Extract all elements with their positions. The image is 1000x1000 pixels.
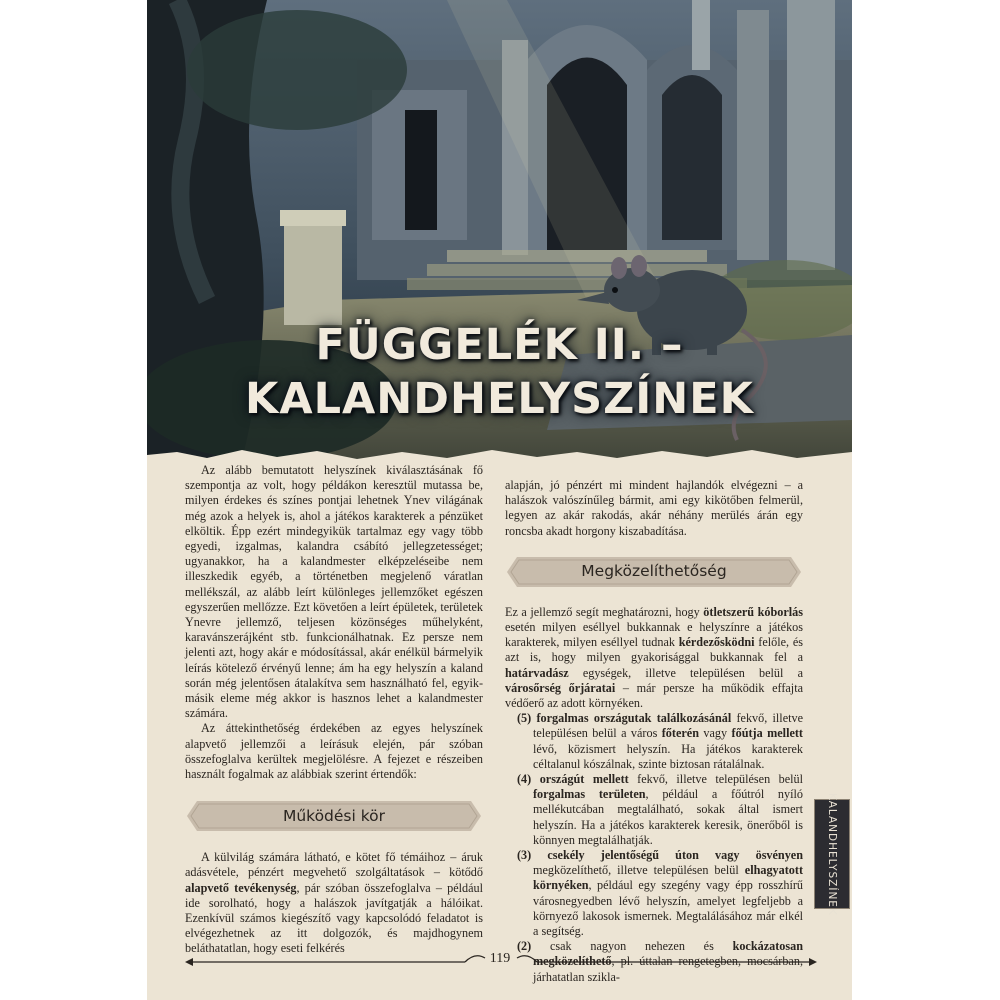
side-tab-label: KALANDHELYSZÍNEK	[826, 792, 838, 916]
section-title: Megközelíthetőség	[581, 562, 727, 581]
chapter-side-tab[interactable]	[814, 792, 850, 916]
section-title: Működési kör	[282, 806, 386, 825]
book-page	[147, 0, 852, 1000]
chapter-title-line1: FÜGGELÉK II. –	[315, 320, 684, 370]
section-banner-mukodesi-kor	[185, 799, 483, 833]
paragraph: Az áttekinthetőség érdekében az egyes helyszínek alapvető jellemzői a leírásuk elején, pár szóban összefoglalva kerültek megjelölésre. A fejezet e részeiben használt fogalmak az alábbiak szerint értendők:	[185, 721, 483, 782]
paragraph: A külvilág számára látható, e kötet fő témáihoz – áruk adásvétele, pénzért megvehető szolgáltatások – kötődő alapvető tevékenység, pár szóban összefoglalva – például ide sorolható, hogy a halászok javítgatják a hálóikat. Ezenkívül számos kiegészítő vagy kapcsolódó feladatot is elvégezhetnek az itt dolgozók, és majdhogynem beláthatatlan, hogy eseti felkérés	[185, 850, 483, 956]
paragraph: Ez a jellemző segít meghatározni, hogy ötletszerű kóborlás esetén milyen eséllyel bukkannak e helyszínre a játékos karakterek, milyen eséllyel tudnak kérdezősködni felőle, és azt is, hogy milyen gyakorisággal bukkannak fel a határvadász egységek, illetve településen belül a városőrség őrjáratai – már persze ha működik effajta védőerő az adott környéken.	[505, 604, 803, 711]
list-item: (5) forgalmas országutak találkozásánál fekvő, illetve településen belül a város főterén vagy főútja mellett lévő, közismert helyszín. Ha játékos karakterek céltalanul kószálnak, szinte biztosan rátalálnak.	[517, 711, 803, 771]
right-column	[505, 478, 803, 985]
page-number: 119	[489, 951, 511, 966]
chapter-title-line2: KALANDHELYSZÍNEK	[245, 374, 754, 424]
paragraph: alapján, jó pénzért mi mindent hajlandók elvégezni – a halászok valószínűleg bármit, ami egy kikötőben felmerül, legyen az akár rakodás, akár néhány merülés árán egy roncsba akadt horgony kiszabadítása.	[505, 478, 803, 538]
section-banner-megkozelithetoseg	[505, 555, 803, 589]
paragraph: Az alább bemutatott helyszínek kiválasztásának fő szempontja az volt, hogy példákon keresztül mutassa be, milyen érdekes és színes pontjai lehetnek Ynev világának még azok a helyek is, ahol a játékos karakterek a pénzüket elköltik. Épp ezért mindegyikük tartalmaz egy vagy több egyedi, izgalmas, kalandra csábító jellegzetességet; ugyanakkor, ha a kalandmester elképzeléseibe nem illeszkedik egyéb, a történetben megjelenő váratlan mellékszál, az alább leírt különleges jellemzőket egészen egyszerűen mellőzze. Ezt követően a leírt épületek, területek Ynevre jellemző, teljesen közönséges műhelyként, karavánszerájként stb. funkcionálhatnak. Ez persze nem jelenti azt, hogy akár e módosítással, akár enélkül bármelyik leírás kötelező érvényű lenne; ám ha egy helyszín a kaland során még jelentősen átalakítva sem használható fel, egyik-másik eleme még akkor is hasznos lehet a kalandmester számára.	[185, 463, 483, 721]
list-item: (4) országút mellett fekvő, illetve településen belül forgalmas területen, például a főútról nyíló mellékutcában megtalálható, sokak által ismert helyszín. Ha a játékos karakterek keresik, önerőből is könnyen megtalálhatják.	[517, 772, 803, 847]
left-column	[185, 463, 483, 957]
list-item: (3) csekély jelentőségű úton vagy ösvényen megközelíthető, illetve településen belül elhagyatott környéken, például egy szegény vagy épp rosszhírű városnegyedben lévő helyszín, amelyet legfeljebb a környező lakosok ismernek. Megtalálásához már elkél a segítség.	[517, 848, 803, 939]
chapter-title	[147, 318, 852, 426]
list-item: (2) csak nagyon nehezen és kockázatosan megközelíthető, pl. úttalan rengetegben, mocsárban, járhatatlan szikla-	[517, 939, 803, 984]
accessibility-list	[505, 711, 803, 985]
